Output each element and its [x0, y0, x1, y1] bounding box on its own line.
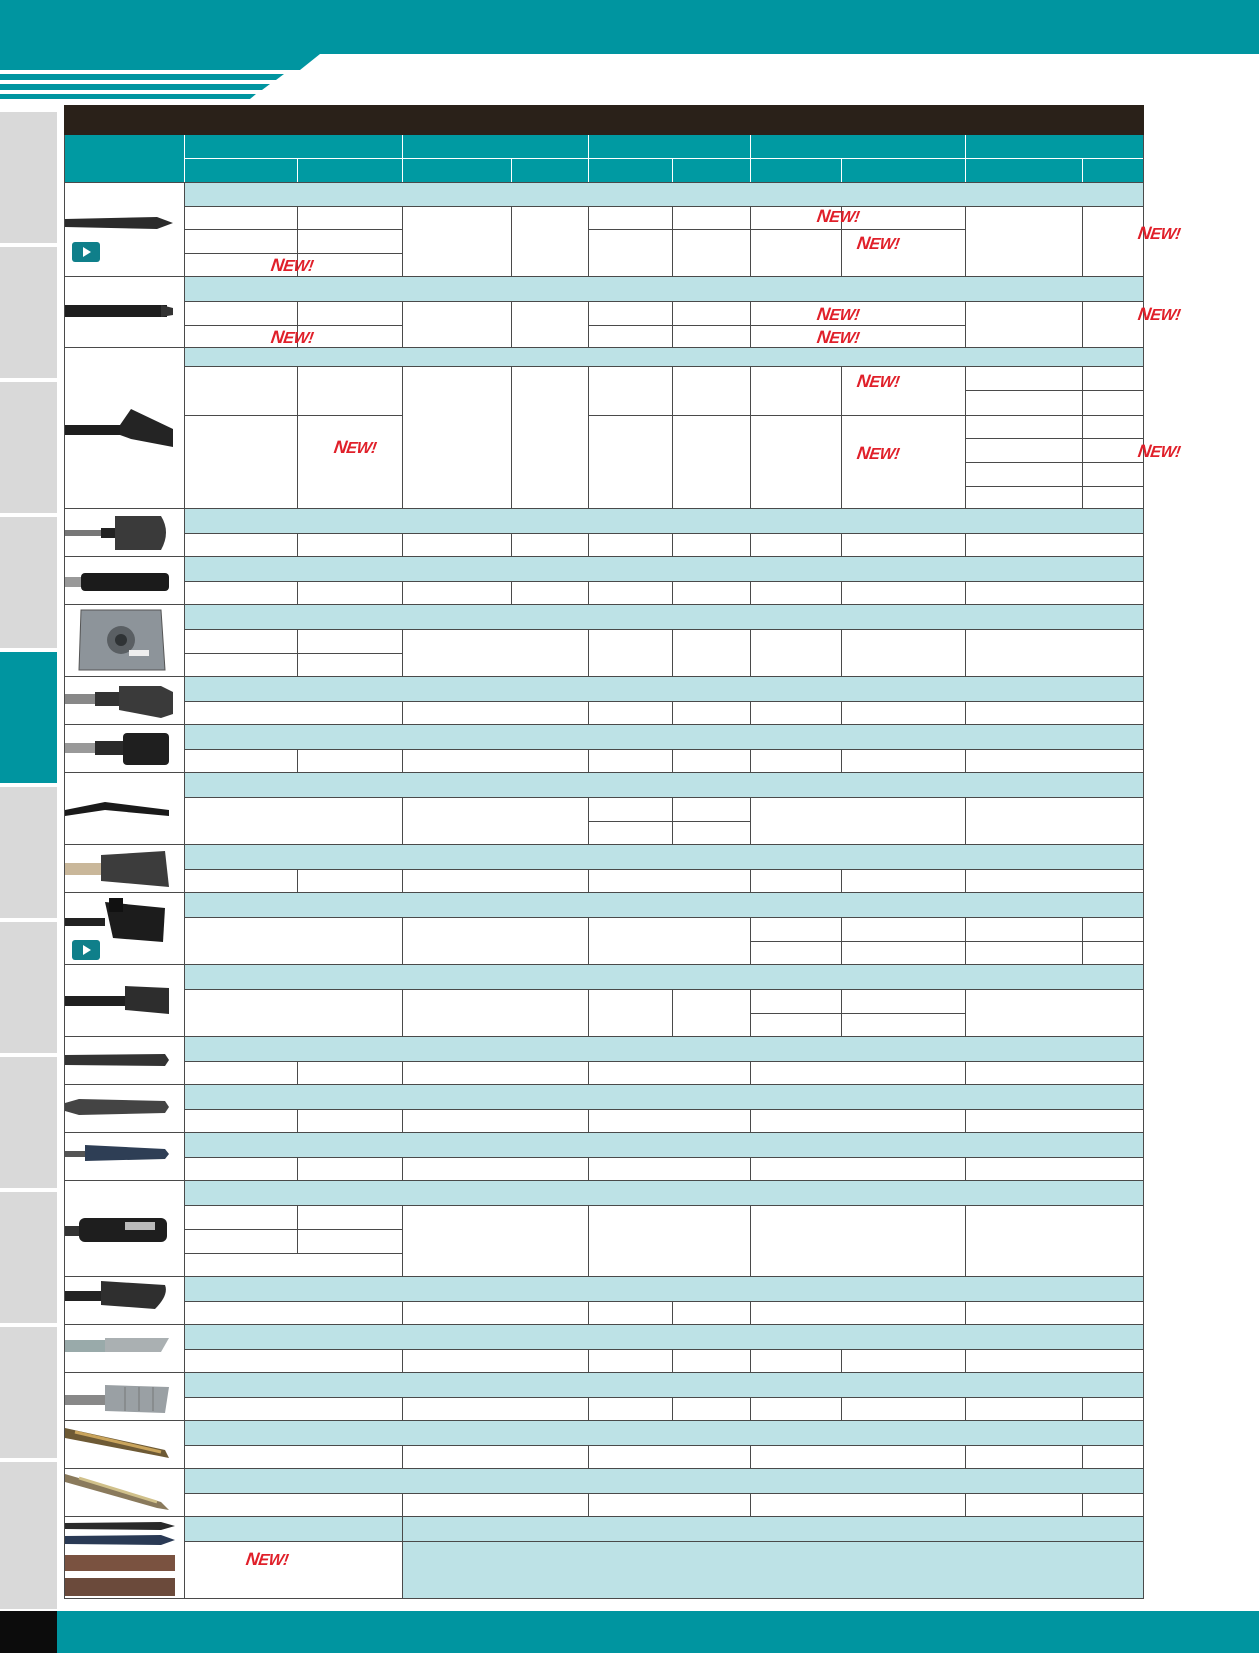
new-badge: NEW!	[269, 327, 315, 347]
grid-line	[511, 206, 512, 277]
grid-line	[402, 797, 403, 845]
band-separator	[184, 366, 1144, 367]
category-band	[184, 845, 1144, 869]
asphalt-cutter-image	[65, 788, 177, 828]
grid-line	[750, 1109, 751, 1133]
header-divider	[841, 159, 842, 182]
grid-line	[965, 1061, 966, 1085]
grid-line	[297, 533, 298, 557]
grid-line	[965, 206, 966, 277]
grid-line	[402, 581, 403, 605]
grid-line	[402, 917, 403, 965]
flat-chisel-image	[65, 297, 177, 327]
grid-line	[297, 1157, 298, 1181]
grid-line	[402, 206, 403, 277]
grid-line	[672, 1301, 673, 1325]
side-tab-11[interactable]	[0, 1462, 57, 1611]
grid-line	[841, 366, 842, 509]
round-spade-image	[65, 1275, 177, 1315]
grid-line	[965, 701, 966, 725]
band-separator	[184, 1157, 1144, 1158]
grid-line	[750, 749, 751, 773]
row-separator	[64, 1516, 1144, 1517]
grid-line	[297, 1061, 298, 1085]
category-band	[184, 893, 1144, 917]
grid-line	[750, 366, 751, 509]
scaling-chisel-image	[65, 405, 177, 455]
grid-line	[588, 1397, 589, 1421]
grid-line	[297, 366, 298, 509]
category-band	[184, 182, 1144, 206]
grid-line	[402, 989, 403, 1037]
row-separator	[64, 724, 1144, 725]
header-stripes	[0, 0, 1259, 110]
band-separator	[184, 797, 1144, 798]
grid-line	[841, 1397, 842, 1421]
row-separator	[64, 892, 1144, 893]
grid-line	[511, 581, 512, 605]
side-tab-9[interactable]	[0, 1192, 57, 1325]
grid-line	[297, 749, 298, 773]
grid-line	[750, 1205, 751, 1277]
band-separator	[184, 1397, 1144, 1398]
grid-line	[965, 1445, 966, 1469]
grid-line	[965, 629, 966, 677]
grid-line	[750, 206, 751, 277]
grid-line	[588, 1109, 589, 1133]
band-separator	[184, 701, 1144, 702]
grid-line	[402, 869, 403, 893]
new-badge: NEW!	[1136, 441, 1182, 461]
grid-line	[402, 1349, 403, 1373]
footer-corner	[0, 1611, 57, 1653]
band-separator	[184, 1493, 1144, 1494]
grid-line	[750, 869, 751, 893]
category-band	[184, 509, 1144, 533]
narrow-flat-chisel-image	[65, 1046, 177, 1076]
band-separator	[184, 989, 1144, 990]
new-badge: NEW!	[855, 443, 901, 463]
grid-line	[402, 1493, 403, 1517]
footer-band	[57, 1611, 1259, 1653]
grid-line	[588, 366, 589, 509]
grid-line	[588, 629, 589, 677]
new-badge: NEW!	[815, 206, 861, 226]
grid-line	[297, 869, 298, 893]
new-badge: NEW!	[332, 437, 378, 457]
grid-line	[402, 1397, 403, 1421]
header-divider	[672, 159, 673, 182]
side-tab-5-active[interactable]	[0, 652, 57, 785]
grid-line	[965, 1157, 966, 1181]
grid-line	[750, 1301, 751, 1325]
category-band	[184, 965, 1144, 989]
row-separator	[64, 1468, 1144, 1469]
grid-line	[402, 533, 403, 557]
row-separator	[64, 1420, 1144, 1421]
category-band	[184, 1517, 402, 1541]
category-band	[184, 1421, 1144, 1445]
new-badge: NEW!	[1136, 304, 1182, 324]
band-separator	[184, 1301, 1144, 1302]
grid-line	[750, 415, 965, 416]
category-band	[184, 1325, 1144, 1349]
grid-line	[750, 1349, 751, 1373]
grid-line	[672, 366, 673, 509]
grid-line	[588, 325, 965, 326]
grid-line	[672, 415, 750, 416]
grid-line	[1082, 1397, 1083, 1421]
band-separator	[184, 1445, 1144, 1446]
grid-line	[965, 486, 1144, 487]
band-separator	[184, 301, 1144, 302]
grid-line	[511, 533, 512, 557]
grid-line	[672, 533, 673, 557]
grid-line	[402, 701, 403, 725]
grid-line	[841, 869, 842, 893]
grid-line	[402, 1445, 403, 1469]
row-separator	[64, 1372, 1144, 1373]
category-band	[184, 1277, 1144, 1301]
comb-chisel-image	[65, 1379, 177, 1419]
category-band	[184, 557, 1144, 581]
new-badge: NEW!	[244, 1549, 290, 1569]
category-band	[184, 773, 1144, 797]
grid-line	[402, 749, 403, 773]
grid-line	[1082, 1493, 1083, 1517]
row-separator	[64, 1276, 1144, 1277]
grid-line	[841, 749, 842, 773]
row-separator	[64, 1598, 1144, 1599]
grid-line	[402, 1157, 403, 1181]
grid-line	[750, 1013, 965, 1014]
grid-line	[588, 581, 589, 605]
point-chisel-image	[65, 208, 177, 238]
grid-line	[588, 1493, 589, 1517]
grid-line	[588, 1061, 589, 1085]
grid-line	[965, 438, 1144, 439]
table-right	[1143, 135, 1144, 1599]
row-separator	[64, 1132, 1144, 1133]
category-band	[184, 605, 1144, 629]
row-separator	[64, 347, 1144, 348]
grid-line	[297, 1109, 298, 1133]
grid-line	[672, 1397, 673, 1421]
grid-line	[750, 1493, 751, 1517]
grid-line	[750, 941, 1144, 942]
grid-line	[750, 1445, 751, 1469]
grid-line	[588, 869, 589, 893]
grid-line	[750, 581, 751, 605]
grid-line	[965, 1205, 966, 1277]
row-separator	[64, 276, 1144, 277]
side-tab-4[interactable]	[0, 517, 57, 650]
grid-line	[588, 701, 589, 725]
grid-line	[672, 749, 673, 773]
grid-line	[184, 325, 402, 326]
category-band	[184, 1469, 1144, 1493]
row-separator	[64, 1084, 1144, 1085]
grid-line	[184, 653, 402, 654]
grid-line	[402, 1061, 403, 1085]
grid-line	[184, 1229, 402, 1230]
band-separator	[184, 869, 1144, 870]
grid-line	[965, 1301, 966, 1325]
side-tab-7[interactable]	[0, 922, 57, 1055]
wide-chisel-image	[65, 980, 177, 1020]
grid-line	[672, 629, 673, 677]
band-separator	[184, 749, 1144, 750]
grid-line	[750, 1157, 751, 1181]
ground-rod-driver-image	[65, 563, 177, 603]
band-separator	[184, 1205, 1144, 1206]
grid-line	[184, 229, 402, 230]
side-tab-2[interactable]	[0, 247, 57, 380]
category-band	[184, 1085, 1144, 1109]
category-band	[184, 277, 1144, 301]
new-badge: NEW!	[269, 255, 315, 275]
grid-line	[965, 301, 966, 348]
grid-line	[672, 701, 673, 725]
band-separator	[184, 206, 1144, 207]
grid-line	[672, 1349, 673, 1373]
header-divider	[511, 159, 512, 182]
grid-line	[965, 533, 966, 557]
grid-line	[965, 797, 966, 845]
row-separator	[64, 772, 1144, 773]
grid-line	[402, 1301, 403, 1325]
grid-line	[841, 1349, 842, 1373]
grid-line	[402, 629, 403, 677]
gouge-chisel-image	[65, 1139, 177, 1169]
grid-line	[511, 366, 512, 509]
side-tab-1[interactable]	[0, 112, 57, 245]
auger-bit-image	[65, 1420, 177, 1462]
grid-line	[965, 1349, 966, 1373]
grid-line	[750, 1061, 751, 1085]
image-column-divider	[184, 182, 185, 1599]
new-badge: NEW!	[855, 233, 901, 253]
band-separator	[184, 1349, 1144, 1350]
tamper-plate-image	[65, 606, 177, 674]
row-separator	[64, 844, 1144, 845]
core-bit-adapter-image	[65, 1200, 177, 1260]
grid-line	[184, 1541, 402, 1542]
notes-band	[402, 1517, 1144, 1599]
grid-line	[965, 1493, 966, 1517]
side-tab-8[interactable]	[0, 1057, 57, 1190]
header-bottom	[64, 182, 1144, 183]
band-separator	[184, 533, 1144, 534]
grid-line	[297, 581, 298, 605]
grid-line	[1082, 301, 1083, 348]
category-band	[184, 725, 1144, 749]
grid-line	[588, 533, 589, 557]
grid-line	[841, 533, 842, 557]
grid-line	[402, 366, 403, 509]
category-band	[184, 677, 1144, 701]
spade-image	[65, 510, 177, 556]
row-separator	[64, 964, 1144, 965]
tile-remover-image	[65, 898, 177, 946]
side-tab-6[interactable]	[0, 787, 57, 920]
grid-line	[750, 797, 751, 845]
grid-line	[402, 1517, 403, 1599]
grid-line	[965, 390, 1144, 391]
rod-driver-image	[65, 727, 177, 771]
new-badge: NEW!	[1136, 223, 1182, 243]
grid-line	[965, 1397, 966, 1421]
grid-line	[672, 989, 673, 1037]
grid-line	[672, 581, 673, 605]
row-separator	[64, 604, 1144, 605]
grid-line	[965, 581, 966, 605]
grid-line	[588, 229, 965, 230]
table-title-bar	[64, 105, 1144, 135]
channel-chisel-image	[65, 1093, 177, 1123]
grid-line	[402, 1205, 403, 1277]
header-divider	[184, 158, 1144, 159]
new-badge: NEW!	[855, 371, 901, 391]
band-separator	[184, 1109, 1144, 1110]
grid-line	[588, 1445, 589, 1469]
grid-line	[750, 533, 751, 557]
bit-set-image	[65, 1520, 177, 1600]
category-band	[184, 1133, 1144, 1157]
side-tab-10[interactable]	[0, 1327, 57, 1460]
category-band	[184, 1037, 1144, 1061]
grid-line	[588, 989, 589, 1037]
grid-line	[965, 989, 966, 1037]
grid-line	[184, 253, 402, 254]
category-band	[184, 348, 1144, 366]
grid-line	[965, 462, 1144, 463]
grid-line	[965, 749, 966, 773]
grid-line	[965, 1109, 966, 1133]
grid-line	[402, 1109, 403, 1133]
grid-line	[588, 1157, 589, 1181]
row-separator	[64, 556, 1144, 557]
band-separator	[184, 629, 1144, 630]
grid-line	[750, 701, 751, 725]
row-separator	[64, 508, 1144, 509]
grid-line	[588, 1205, 589, 1277]
side-tab-3[interactable]	[0, 382, 57, 515]
band-separator	[184, 581, 1144, 582]
clay-spade-image	[65, 847, 177, 891]
row-separator	[64, 676, 1144, 677]
grid-line	[588, 917, 589, 965]
new-badge: NEW!	[815, 327, 861, 347]
bushing-tool-image	[65, 678, 177, 722]
grid-line	[588, 1301, 589, 1325]
band-separator	[184, 1061, 1144, 1062]
grid-line	[588, 415, 673, 416]
auger-bit-2-image	[65, 1468, 177, 1512]
grid-line	[588, 1349, 589, 1373]
grid-line	[1082, 1445, 1083, 1469]
grid-line	[965, 415, 1144, 416]
grid-line	[588, 749, 589, 773]
grid-line	[588, 821, 750, 822]
grid-line	[184, 415, 402, 416]
row-separator	[64, 1036, 1144, 1037]
grid-line	[965, 869, 966, 893]
band-separator	[184, 917, 1144, 918]
play-icon[interactable]	[72, 242, 100, 262]
grid-line	[184, 1253, 402, 1254]
grid-line	[672, 206, 673, 277]
header-divider	[297, 159, 298, 182]
grid-line	[1082, 206, 1083, 277]
grid-line	[841, 629, 842, 677]
row-separator	[64, 1180, 1144, 1181]
row-separator	[64, 1324, 1144, 1325]
new-badge: NEW!	[815, 304, 861, 324]
tooth-chisel-image	[65, 1330, 177, 1360]
grid-line	[841, 581, 842, 605]
category-band	[184, 1181, 1144, 1205]
grid-line	[511, 301, 512, 348]
header-divider	[1082, 159, 1083, 182]
grid-line	[402, 301, 403, 348]
grid-line	[841, 701, 842, 725]
grid-line	[750, 629, 751, 677]
grid-line	[588, 206, 589, 277]
grid-line	[750, 1397, 751, 1421]
category-band	[184, 1373, 1144, 1397]
